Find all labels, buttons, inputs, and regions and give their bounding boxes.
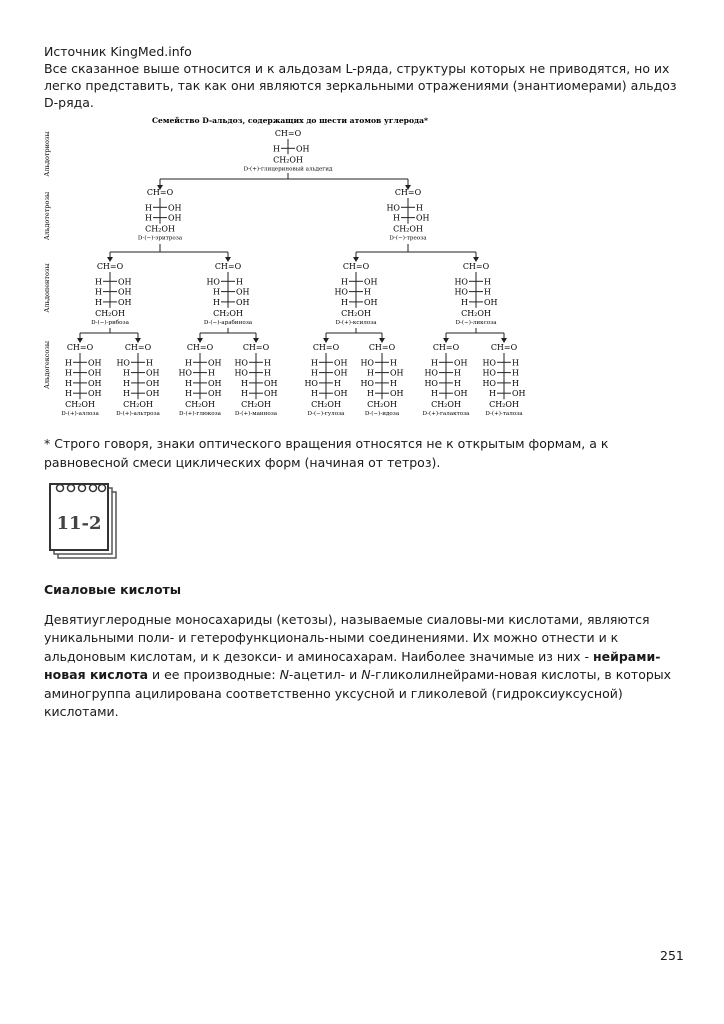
compound-name: D-(+)-альтроза — [116, 411, 160, 418]
section-paragraph — [44, 611, 684, 721]
group-ho: HO — [454, 287, 468, 297]
figure-title: Семейство D-альдоз, содержащих до шести атомов углерода* — [152, 116, 428, 125]
aldose-family-figure — [40, 112, 540, 427]
group-ho: HO — [116, 358, 130, 368]
compound-name: D-(−)-ликсоза — [455, 319, 497, 326]
group-h: H — [123, 389, 130, 399]
group-ho: HO — [304, 378, 318, 388]
compound-name: D-(−)-арабиноза — [203, 319, 253, 326]
group-h: H — [213, 287, 220, 297]
group-h: H — [241, 389, 248, 399]
formula-bottom: CH₂OH — [65, 400, 95, 410]
group-oh: OH — [264, 378, 278, 388]
formula-top: CH=O — [242, 343, 270, 352]
group-h: H — [185, 389, 192, 399]
group-h: H — [364, 287, 371, 297]
compound-name: D-(+)-аллоза — [61, 411, 99, 418]
formula-top: CH=O — [462, 262, 490, 271]
group-ho: HO — [178, 368, 192, 378]
group-ho: HO — [424, 368, 438, 378]
intro-paragraph: Все сказанное выше относится и к альдозам L-ряда, структуры которых не приводятся, но их легко представить, так как они являются зеркальными отражениями (энантиомерами) альдоз D-ряда. — [44, 61, 677, 110]
formula-bottom: CH₂OH — [367, 400, 397, 410]
source-header: Источник KingMed.info — [44, 44, 192, 59]
group-h: H — [185, 358, 192, 368]
group-h: H — [65, 358, 72, 368]
group-h: H — [65, 378, 72, 388]
group-ho: HO — [482, 368, 496, 378]
formula-top: CH=O — [124, 343, 152, 352]
paragraph-end: -гликолилнейрами-новая кислоты, в которых аминогруппа ацилирована соответственно уксусной и гликолевой (гидроксиуксусной) кислотами. — [44, 667, 672, 720]
group-ho: HO — [482, 358, 496, 368]
group-oh: OH — [88, 389, 102, 399]
group-h: H — [65, 368, 72, 378]
paragraph-italic-n1: N — [279, 667, 289, 683]
row-label-2: Альдопентозы — [43, 263, 51, 313]
calendar-icon — [48, 482, 120, 562]
group-ho: HO — [482, 378, 496, 388]
formula-top: CH=O — [368, 343, 396, 352]
group-h: H — [95, 297, 102, 307]
group-oh: OH — [88, 378, 102, 388]
formula-bottom: CH₂OH — [213, 308, 243, 318]
group-oh: OH — [88, 358, 102, 368]
paragraph-mid-2: -ацетил- и — [288, 667, 362, 683]
group-h: H — [431, 358, 438, 368]
group-h: H — [367, 368, 374, 378]
paragraph-italic-n2: N — [361, 667, 371, 683]
group-h: H — [311, 368, 318, 378]
formula-bottom: CH₂OH — [185, 400, 215, 410]
group-oh: OH — [364, 277, 378, 287]
formula-bottom: CH₂OH — [241, 400, 271, 410]
group-ho: HO — [360, 378, 374, 388]
group-h: H — [95, 277, 102, 287]
row-label-0: Альдотриозы — [43, 131, 51, 177]
formula-top: CH=O — [186, 343, 214, 352]
group-h: H — [311, 358, 318, 368]
compound-name: D-(+)-глицериновый альдегид — [243, 166, 333, 173]
group-h: H — [367, 389, 374, 399]
compound-name: D-(+)-ксилоза — [335, 319, 377, 326]
group-oh: OH — [168, 213, 182, 223]
group-oh: OH — [168, 203, 182, 213]
group-ho: HO — [454, 277, 468, 287]
group-h: H — [431, 389, 438, 399]
row-label-1: Альдотетрозы — [43, 191, 51, 241]
formula-bottom: CH₂OH — [273, 155, 303, 165]
group-h: H — [512, 358, 519, 368]
group-h: H — [484, 277, 491, 287]
group-h: H — [208, 368, 215, 378]
section-title: Сиаловые кислоты — [44, 582, 182, 597]
group-oh: OH — [146, 368, 160, 378]
group-oh: OH — [334, 368, 348, 378]
group-h: H — [65, 389, 72, 399]
group-ho: HO — [234, 358, 248, 368]
formula-bottom: CH₂OH — [145, 224, 175, 234]
group-oh: OH — [146, 378, 160, 388]
group-oh: OH — [118, 277, 132, 287]
compound-name: D-(+)-глюкоза — [178, 411, 222, 418]
paragraph-start: Девятиуглеродные моносахариды (кетозы), называемые сиаловы-ми кислотами, являются уникальными поли- и гетерофункциональ-ными соединениями. Их можно отнести и к альдоновым кислотам, и к дезокси- и аминосахарам. Наиболее значимые из них - — [44, 612, 650, 664]
group-h: H — [236, 277, 243, 287]
compound-name: D-(−)-эритроза — [137, 235, 183, 242]
compound-name: D-(−)-треоза — [389, 235, 427, 242]
group-h: H — [145, 203, 152, 213]
group-h: H — [341, 297, 348, 307]
formula-top: CH=O — [274, 129, 302, 138]
compound-name: D-(−)-идоза — [364, 411, 400, 418]
group-h: H — [512, 368, 519, 378]
group-oh: OH — [454, 358, 468, 368]
formula-top: CH=O — [432, 343, 460, 352]
group-h: H — [264, 358, 271, 368]
group-oh: OH — [296, 144, 310, 154]
formula-top: CH=O — [146, 188, 174, 197]
group-oh: OH — [88, 368, 102, 378]
formula-bottom: CH₂OH — [431, 400, 461, 410]
group-oh: OH — [334, 358, 348, 368]
formula-bottom: CH₂OH — [489, 400, 519, 410]
group-h: H — [390, 358, 397, 368]
formula-top: CH=O — [214, 262, 242, 271]
group-oh: OH — [390, 389, 404, 399]
group-oh: OH — [208, 389, 222, 399]
group-ho: HO — [234, 368, 248, 378]
group-h: H — [273, 144, 280, 154]
group-ho: HO — [334, 287, 348, 297]
formula-bottom: CH₂OH — [123, 400, 153, 410]
group-oh: OH — [118, 287, 132, 297]
group-oh: OH — [364, 297, 378, 307]
formula-bottom: CH₂OH — [95, 308, 125, 318]
group-ho: HO — [424, 378, 438, 388]
group-ho: HO — [386, 203, 400, 213]
group-oh: OH — [208, 358, 222, 368]
page-number: 251 — [660, 948, 684, 963]
row-label-3: Альдогексозы — [43, 340, 51, 390]
formula-top: CH=O — [490, 343, 518, 352]
group-h: H — [454, 368, 461, 378]
group-h: H — [461, 297, 468, 307]
compound-name: D-(+)-талоза — [485, 411, 523, 418]
group-h: H — [393, 213, 400, 223]
group-oh: OH — [454, 389, 468, 399]
compound-name: D-(+)-галактоза — [422, 411, 470, 418]
footnote: * Строго говоря, знаки оптического вращения относятся не к открытым формам, а к равновесной смеси циклических форм (начиная от тетроз). — [44, 436, 609, 470]
group-h: H — [416, 203, 423, 213]
group-oh: OH — [118, 297, 132, 307]
paragraph-bold-term: нейрами-новая кислота — [44, 648, 661, 683]
group-h: H — [123, 368, 130, 378]
formula-bottom: CH₂OH — [461, 308, 491, 318]
group-h: H — [146, 358, 153, 368]
formula-top: CH=O — [312, 343, 340, 352]
group-oh: OH — [484, 297, 498, 307]
compound-name: D-(+)-манноза — [234, 411, 278, 418]
group-oh: OH — [236, 297, 250, 307]
group-h: H — [390, 378, 397, 388]
group-oh: OH — [512, 389, 526, 399]
group-ho: HO — [206, 277, 220, 287]
group-oh: OH — [146, 389, 160, 399]
group-h: H — [454, 378, 461, 388]
group-h: H — [145, 213, 152, 223]
group-h: H — [512, 378, 519, 388]
group-oh: OH — [236, 287, 250, 297]
group-h: H — [311, 389, 318, 399]
formula-bottom: CH₂OH — [311, 400, 341, 410]
group-h: H — [334, 378, 341, 388]
group-oh: OH — [416, 213, 430, 223]
group-h: H — [95, 287, 102, 297]
formula-bottom: CH₂OH — [341, 308, 371, 318]
formula-top: CH=O — [66, 343, 94, 352]
formula-top: CH=O — [394, 188, 422, 197]
group-h: H — [241, 378, 248, 388]
group-h: H — [489, 389, 496, 399]
group-h: H — [185, 378, 192, 388]
group-h: H — [484, 287, 491, 297]
group-h: H — [341, 277, 348, 287]
compound-name: D-(−)-гулоза — [307, 411, 345, 418]
group-ho: HO — [360, 358, 374, 368]
formula-top: CH=O — [96, 262, 124, 271]
group-oh: OH — [208, 378, 222, 388]
formula-bottom: CH₂OH — [393, 224, 423, 234]
group-oh: OH — [264, 389, 278, 399]
calendar-label: 11-2 — [56, 513, 102, 534]
formula-top: CH=O — [342, 262, 370, 271]
compound-name: D-(−)-рибоза — [91, 319, 129, 326]
paragraph-mid-1: и ее производные: — [148, 667, 280, 683]
group-h: H — [264, 368, 271, 378]
group-h: H — [123, 378, 130, 388]
group-oh: OH — [334, 389, 348, 399]
group-oh: OH — [390, 368, 404, 378]
group-h: H — [213, 297, 220, 307]
